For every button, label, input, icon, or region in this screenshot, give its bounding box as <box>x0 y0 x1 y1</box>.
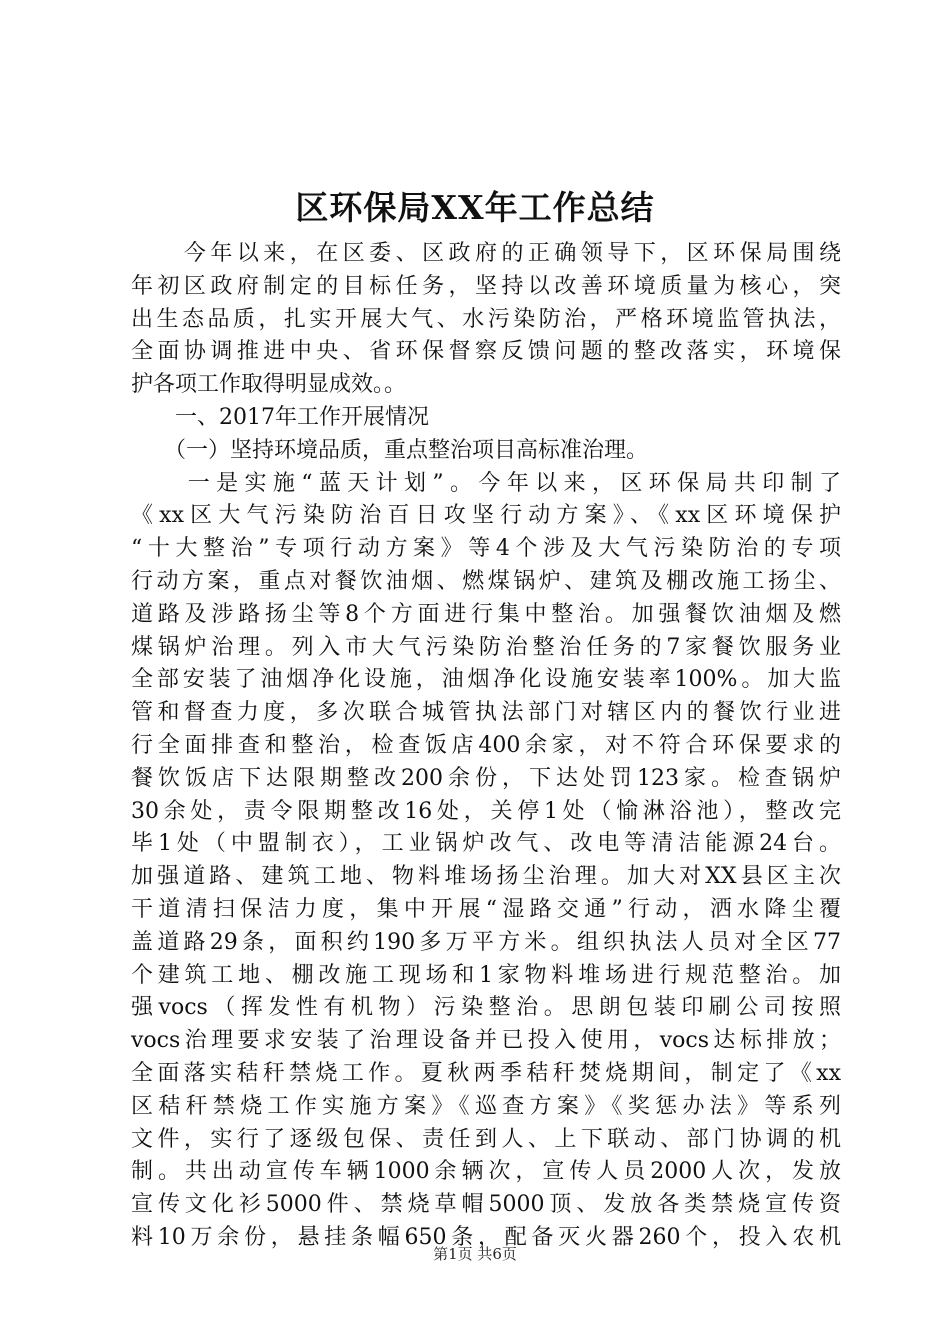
body-text-line: 护各项工作取得明显成效。。 <box>131 372 407 398</box>
body-text-line: 煤锅炉治理。列入市大气污染防治整治任务的7家餐饮服务业 <box>131 634 841 660</box>
body-text-line: 行动方案，重点对餐饮油烟、燃煤锅炉、建筑及棚改施工扬尘、 <box>131 568 841 594</box>
body-text-line: 区秸秆禁烧工作实施方案》《巡查方案》《奖惩办法》等系列 <box>131 1093 841 1119</box>
body-text-line: 一是实施“蓝天计划”。今年以来，区环保局共印制了 <box>131 470 841 496</box>
body-text-line: vocs治理要求安装了治理设备并已投入使用，vocs达标排放； <box>131 1028 841 1054</box>
body-text-line: “十大整治”专项行动方案》等4个涉及大气污染防治的专项 <box>131 536 841 562</box>
body-text-line: 加强道路、建筑工地、物料堆场扬尘治理。加大对XX县区主次 <box>131 864 841 890</box>
body-text-line: 餐饮饭店下达限期整改200余份，下达处罚123家。检查锅炉 <box>131 765 841 791</box>
document-title: 区环保局XX年工作总结 <box>295 188 655 227</box>
body-text-line: 盖道路29条，面积约190多万平方米。组织执法人员对全区77 <box>131 929 841 955</box>
body-text-line: 今年以来，在区委、区政府的正确领导下，区环保局围绕 <box>131 241 841 266</box>
body-text-line: 强vocs（挥发性有机物）污染整治。思朗包装印刷公司按照 <box>131 995 841 1021</box>
body-text-line: 全面协调推进中央、省环保督察反馈问题的整改落实，环境保 <box>131 339 841 365</box>
body-text-line: 制。共出动宣传车辆1000余辆次，宣传人员2000人次，发放 <box>131 1159 841 1185</box>
body-text-line: 全面落实秸秆禁烧工作。夏秋两季秸秆焚烧期间，制定了《xx <box>131 1060 841 1086</box>
body-text-line: 30余处，责令限期整改16处，关停1处（愉淋浴池），整改完 <box>131 798 841 824</box>
body-text-line: （一）坚持环境品质，重点整治项目高标准治理。 <box>131 437 649 463</box>
body-text-line: 毕1处（中盟制衣），工业锅炉改气、改电等清洁能源24台。 <box>131 831 841 857</box>
body-text-line: 宣传文化衫5000件、禁烧草帽5000顶、发放各类禁烧宣传资 <box>131 1192 841 1218</box>
body-text-line: 道路及涉路扬尘等8个方面进行集中整治。加强餐饮油烟及燃 <box>131 601 841 627</box>
body-text-line: 干道清扫保洁力度，集中开展“湿路交通”行动，洒水降尘覆 <box>131 896 841 922</box>
body-text-line: 年初区政府制定的目标任务，坚持以改善环境质量为核心，突 <box>131 273 841 299</box>
body-text-line: 文件，实行了逐级包保、责任到人、上下联动、部门协调的机 <box>131 1126 841 1152</box>
body-text-line: 个建筑工地、棚改施工现场和1家物料堆场进行规范整治。加 <box>131 962 841 988</box>
body-text-line: 行全面排查和整治，检查饭店400余家，对不符合环保要求的 <box>131 732 841 758</box>
body-text-line: 一、2017年工作开展情况 <box>131 404 429 430</box>
body-text-line: 管和督查力度，多次联合城管执法部门对辖区内的餐饮行业进 <box>131 700 841 726</box>
page-footer: 第1页 共6页 <box>433 1245 517 1263</box>
body-text-line: 料10万余份，悬挂条幅650条，配备灭火器260个，投入农机 <box>131 1224 841 1250</box>
body-text-line: 全部安装了油烟净化设施，油烟净化设施安装率100%。加大监 <box>131 667 841 693</box>
document-body <box>131 238 841 1255</box>
body-text-line: 出生态品质，扎实开展大气、水污染防治，严格环境监管执法， <box>131 306 841 332</box>
body-text-line: 《xx区大气污染防治百日攻坚行动方案》、《xx区环境保护 <box>131 503 841 529</box>
